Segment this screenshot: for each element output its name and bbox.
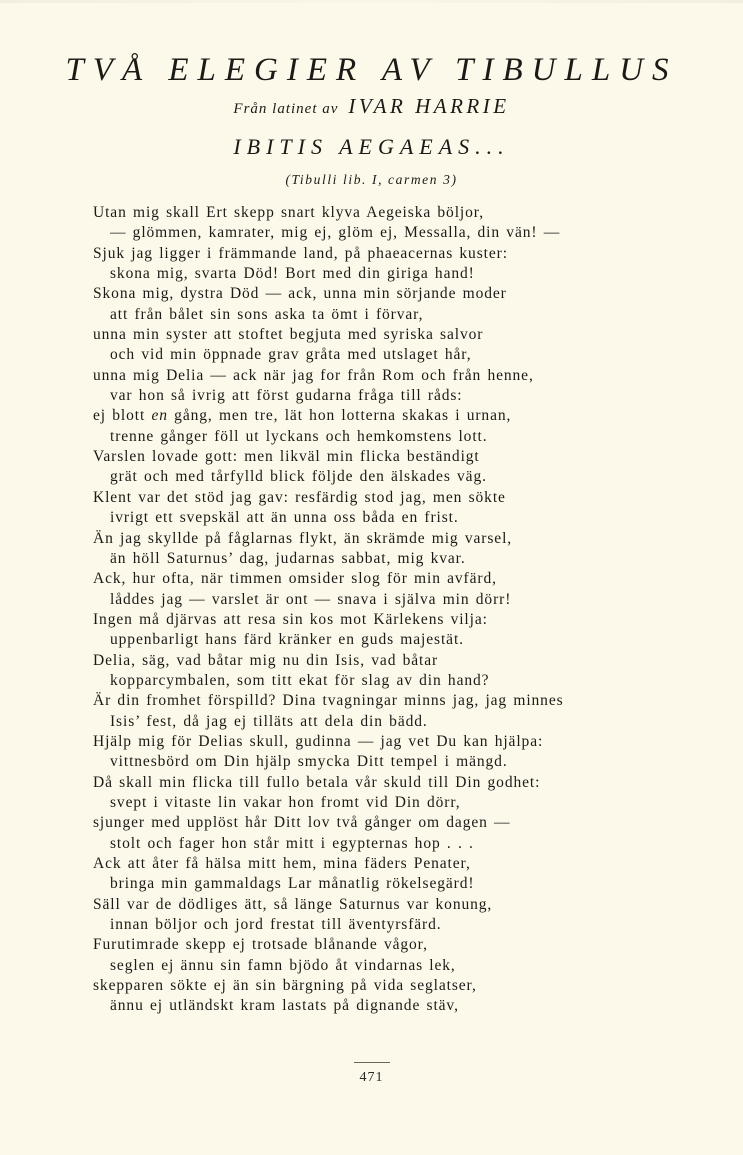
page-edge [0,0,743,3]
poem-line: Säll var de dödliges ätt, så länge Saturnus var konung, [93,895,493,913]
poem-line: grät och med tårfylld blick följde den älskades väg. [110,468,487,486]
poem-line: Klent var det stöd jag gav: resfärdig stod jag, men sökte [93,488,506,506]
poem-line: och vid min öppnade grav gråta med utslaget hår, [110,346,472,364]
poem-line: att från bålet sin sons aska ta ömt i förvar, [110,305,424,323]
poem-line: skepparen sökte ej än sin bärgning på vida seglatser, [93,977,477,995]
poem-line: Är din fromhet förspilld? Dina tvagningar minns jag, jag minnes [93,692,564,710]
poem-line: svept i vitaste lin vakar hon fromt vid Din dörr, [110,793,461,811]
poem-line: innan böljor och jord frestat till äventyrsfärd. [110,916,442,934]
poem-line: låddes jag — varslet är ont — snava i själva min dörr! [110,590,512,608]
poem-line: kopparcymbalen, som titt ekat för slag av din hand? [110,671,490,689]
poem-line: vittnesbörd om Din hjälp smycka Ditt tempel i mängd. [110,753,508,771]
poem-line: stolt och fager hon står mitt i egypternas hop . . . [110,834,474,852]
poem-line: Delia, säg, vad båtar mig nu din Isis, vad båtar [93,651,439,669]
poem-line: ännu ej utländskt kram lastats på dignande stäv, [110,997,459,1015]
translator-name: IVAR HARRIE [348,94,510,118]
poem-line: — glömmen, kamrater, mig ej, glöm ej, Messalla, din vän! — [110,224,561,242]
byline-prefix: Från latinet av [233,101,339,117]
byline [0,92,743,123]
poem-line: Utan mig skall Ert skepp snart klyva Aegeiska böljor, [93,204,484,221]
poem-line: Varslen lovade gott: men likväl min flicka beständigt [93,448,480,466]
poem-line: unna min syster att stoftet begjuta med syriska salvor [93,326,484,344]
poem-line: var hon så ivrig att först gudarna fråga till råds: [110,387,463,405]
poem-line: trenne gånger föll ut lyckans och hemkomstens lott. [110,427,488,445]
poem-line: skona mig, svarta Död! Bort med din giriga hand! [110,265,475,283]
poem-title: IBITIS AEGAEAS... [233,134,510,159]
poem-line: unna mig Delia — ack när jag for från Rom och från henne, [93,366,534,384]
poem-body [93,203,693,1017]
poem-line-part: gång, men tre, lät hon lotterna skakas i urnan, [167,407,512,425]
page-title: TVÅ ELEGIER AV TIBULLUS [65,52,678,88]
page-number-rule [354,1062,390,1063]
poem-line: Ingen må djärvas att resa sin kos mot Kärlekens vilja: [93,610,488,628]
poem-line: Ack att åter få hälsa mitt hem, mina fäders Penater, [93,855,471,872]
poem-line: bringa min gammaldags Lar månatlig rökelsegärd! [110,875,475,893]
poem-line: uppenbarligt hans färd kränker en guds majestät. [110,631,464,649]
poem-line [93,406,693,426]
poem-line: Isis’ fest, då jag ej tilläts att dela din bädd. [110,712,428,730]
poem-line: Skona mig, dystra Död — ack, unna min sörjande moder [93,285,507,303]
poem-line-part: ej blott [93,407,152,425]
poem-line: än höll Saturnus’ dag, judarnas sabbat, mig kvar. [110,549,466,567]
poem-line: Än jag skyllde på fåglarnas flykt, än skrämde mig varsel, [93,529,513,547]
poem-line: Sjuk jag ligger i främmande land, på phaeacernas kuster: [93,244,508,262]
poem-line: Hjälp mig för Delias skull, gudinna — jag vet Du kan hjälpa: [93,732,544,750]
poem-line: Furutimrade skepp ej trotsade blånande vågor, [93,936,428,954]
poem-line: ivrigt ett svepskäl att än unna oss båda en frist. [110,509,459,527]
page-number-block [0,1062,743,1086]
poem-source: (Tibulli lib. I, carmen 3) [285,172,458,187]
emphasized-word: en [151,407,168,425]
poem-line: seglen ej ännu sin famn bjödo åt vindarnas lek, [110,956,456,974]
poem-line: sjunger med upplöst hår Ditt lov två gånger om dagen — [93,814,511,832]
poem-line: Då skall min flicka till fullo betala vår skuld till Din godhet: [93,773,541,791]
page-number: 471 [359,1070,384,1085]
poem-line: Ack, hur ofta, när timmen omsider slog för min avfärd, [93,570,497,588]
